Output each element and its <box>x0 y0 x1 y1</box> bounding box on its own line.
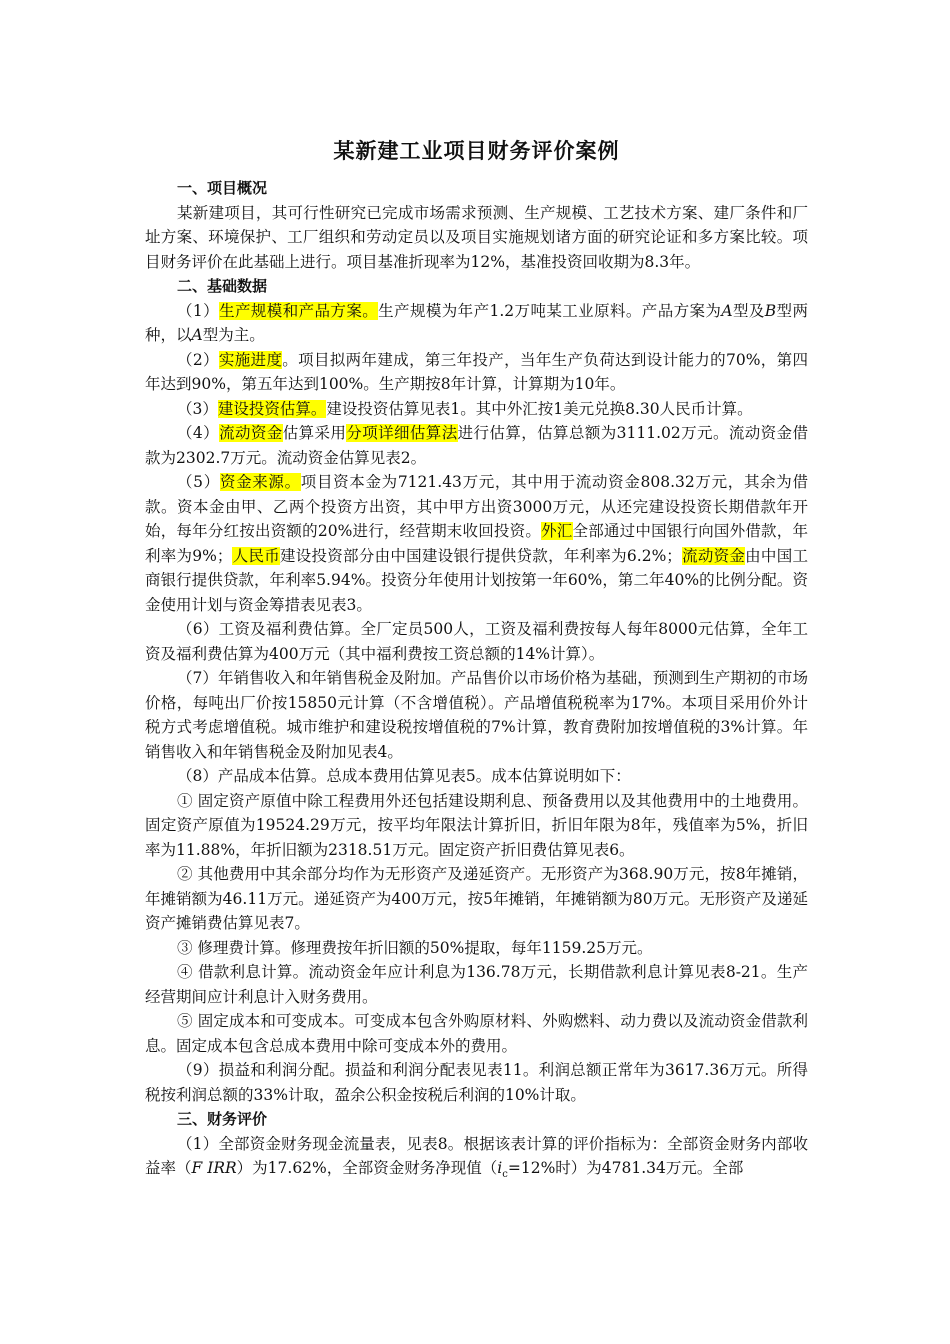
body-text: 项目资本金为7121.43万元，其中用于流动资金808.32万元，其余为借款。资本金由甲、乙两个投资方出资，其中甲方出资3000万元，从还完建设投资长期借款年开始，每年分红按出资额的20%进行，经营期末收回投资。 <box>145 473 808 540</box>
highlight-text: 人民币 <box>232 546 280 565</box>
item-number: （1） <box>177 301 220 320</box>
document-title: 某新建工业项目财务评价案例 <box>333 139 620 163</box>
paragraph-funding-source <box>145 470 808 617</box>
body-text: （1）全部资金财务现金流量表，见表8。根据该表计算的评价指标为：全部资金财务内部收益率（ <box>145 1134 808 1177</box>
body-text: 全部通过中国银行向国外借款，年利率为9%； <box>145 522 808 565</box>
body-text: 建设投资估算见表1。其中外汇按1美元兑换8.30人民币计算。 <box>326 399 753 418</box>
paragraph-profit-distribution: （9）损益和利润分配。损益和利润分配表见表11。利润总额正常年为3617.36万元。所得税按利润总额的33%计取，盈余公积金按税后利润的10%计取。 <box>145 1061 808 1104</box>
body-text: 型及 <box>732 301 765 320</box>
highlight-text: 流动资金 <box>681 546 746 565</box>
paragraph-cost-note-4: ④ 借款利息计算。流动资金年应计利息为136.78万元，长期借款利息计算见表8-21。生产经营期间应计利息计入财务费用。 <box>145 963 808 1006</box>
body-text: 估算采用 <box>282 424 347 442</box>
body-text: 进行估算，估算总额为3111.02万元。流动资金借款为2302.7万元。流动资金估算见表2。 <box>145 424 808 467</box>
highlight-text: 建设投资估算。 <box>217 399 327 418</box>
paragraph-production-scale <box>145 299 808 348</box>
italic-text: A <box>721 301 733 320</box>
subscript-text: c <box>502 1169 508 1181</box>
italic-text: F IRR <box>191 1159 237 1177</box>
paragraph-overview: 某新建项目，其可行性研究已完成市场需求预测、生产规模、工艺技术方案、建厂条件和厂址方案、环境保护、工厂组织和劳动定员以及项目实施规划诸方面的研究论证和多方案比较。项目财务评价在此基础上进行。项目基准折现率为12%，基准投资回收期为8.3年。 <box>145 203 808 271</box>
paragraph-cost-note-5: ⑤ 固定成本和可变成本。可变成本包含外购原材料、外购燃料、动力费以及流动资金借款利息。固定成本包含总成本费用中除可变成本外的费用。 <box>145 1012 808 1055</box>
italic-text: i <box>497 1159 503 1177</box>
body-text: 生产规模为年产1.2万吨某工业原料。产品方案为 <box>378 301 722 320</box>
paragraph-schedule <box>145 348 808 397</box>
highlight-text: 资金来源。 <box>219 473 301 491</box>
paragraph-cash-flow <box>145 1132 808 1181</box>
paragraph-cost-note-3: ③ 修理费计算。修理费按年折旧额的50%提取，每年1159.25万元。 <box>177 938 653 957</box>
paragraph-cost-estimate: （8）产品成本估算。总成本费用估算见表5。成本估算说明如下： <box>177 767 631 785</box>
body-text: 由中国工商银行提供贷款，年利率5.94%。投资分年使用计划按第一年60%，第二年40%的比例分配。资金使用计划与资金筹措表见表3。 <box>145 546 808 614</box>
body-text: ）为17.62%，全部资金财务净现值（ <box>236 1159 498 1177</box>
body-text: 型两种，以 <box>145 301 808 344</box>
body-text: 。项目拟两年建成，第三年投产，当年生产负荷达到设计能力的70%，第四年达到90%，第五年达到100%。生产期按8年计算，计算期为10年。 <box>145 350 808 393</box>
highlight-text: 实施进度 <box>218 350 283 369</box>
paragraph-sales-revenue: （7）年销售收入和年销售税金及附加。产品售价以市场价格为基础，预测到生产期初的市场价格，每吨出厂价按15850元计算（不含增值税）。产品增值税税率为17%。本项目采用价外计税方式考虑增值税。城市维护和建设税按增值税的7%计算，教育费附加按增值税的3%计算。年销售收入和年销售税金及附加见表4。 <box>145 669 808 761</box>
paragraph-wages: （6）工资及福利费估算。全厂定员500人，工资及福利费按每人每年8000元估算，全年工资及福利费估算为400万元（其中福利费按工资总额的14%计算）。 <box>145 620 808 663</box>
italic-text: B <box>764 301 777 320</box>
item-number: （4） <box>177 424 220 442</box>
item-number: （5） <box>177 473 220 491</box>
paragraph-investment-estimate <box>145 397 808 422</box>
item-number: （2） <box>177 350 219 369</box>
section-heading-financial-evaluation: 三、财务评价 <box>177 1110 268 1128</box>
highlight-text: 外汇 <box>541 522 573 540</box>
paragraph-cost-note-2: ② 其他费用中其余部分均作为无形资产及递延资产。无形资产为368.90万元，按8年摊销，年摊销额为46.11万元。递延资产为400万元，按5年摊销，年摊销额为80万元。无形资产及递延资产摊销费估算见表7。 <box>145 865 808 932</box>
item-number: （3） <box>177 399 218 418</box>
highlight-text: 流动资金 <box>219 424 283 442</box>
body-text: 建设投资部分由中国建设银行提供贷款，年利率为6.2%； <box>279 546 682 565</box>
highlight-text: 分项详细估算法 <box>346 424 458 442</box>
section-heading-overview: 一、项目概况 <box>177 179 268 197</box>
italic-text: A <box>191 326 203 344</box>
body-text: 型为主。 <box>202 326 265 344</box>
section-heading-basic-data: 二、基础数据 <box>177 277 268 295</box>
highlight-text: 生产规模和产品方案。 <box>219 301 379 320</box>
paragraph-cost-note-1: ① 固定资产原值中除工程费用外还包括建设期利息、预备费用以及其他费用中的土地费用。固定资产原值为19524.29万元，按平均年限法计算折旧，折旧年限为8年，残值率为5%，折旧率为11.88%，年折旧额为2318.51万元。固定资产折旧费估算见表6。 <box>145 791 808 859</box>
document-page <box>145 132 808 1181</box>
body-text: =12%时）为4781.34万元。全部 <box>507 1159 744 1177</box>
paragraph-working-capital <box>145 421 808 470</box>
